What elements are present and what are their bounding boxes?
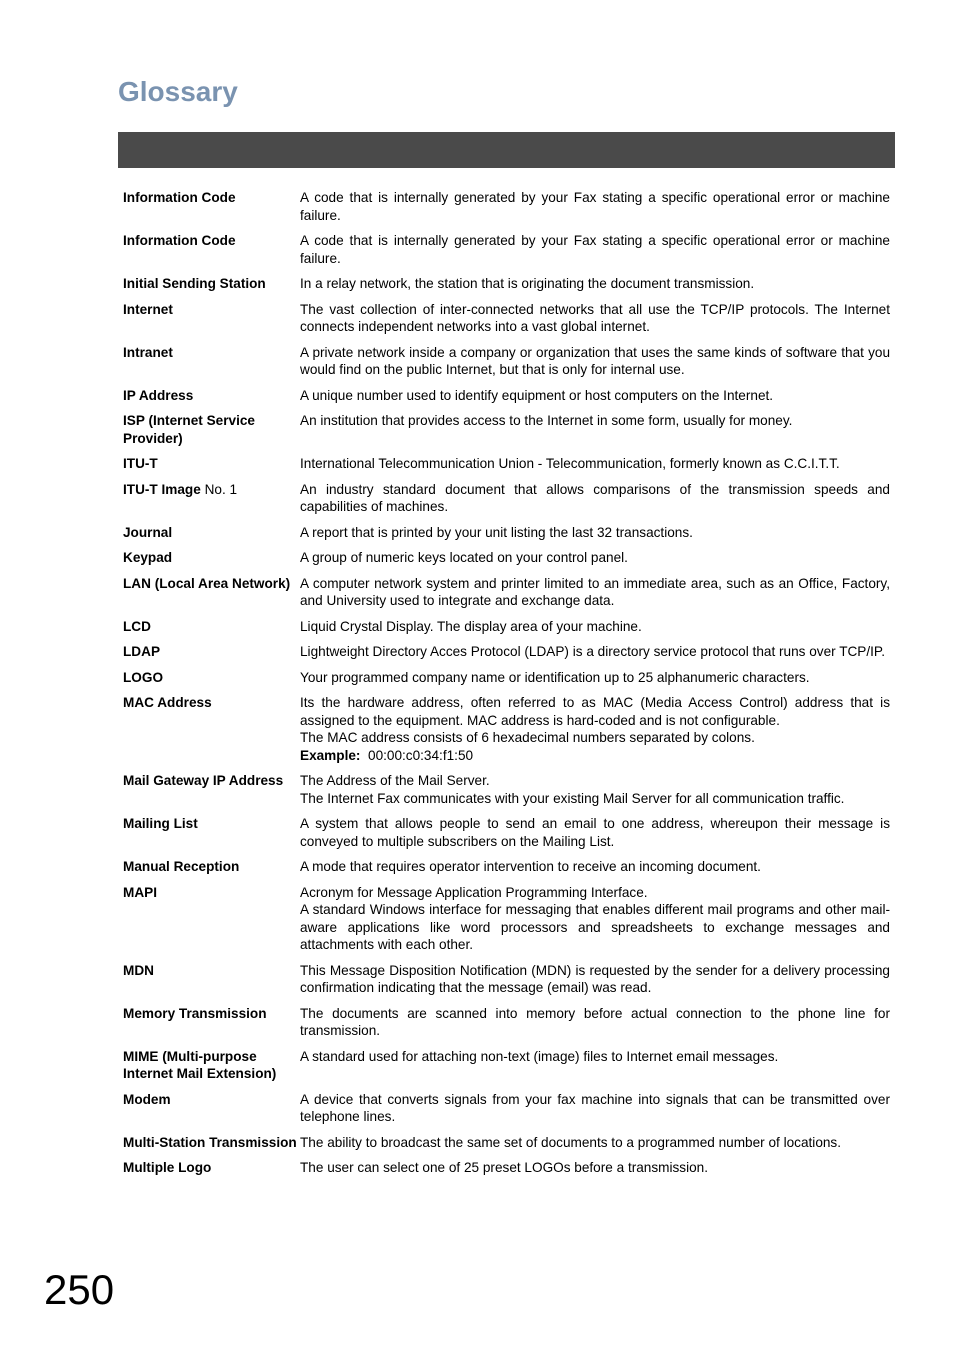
glossary-term <box>123 344 300 379</box>
glossary-term <box>123 1134 300 1152</box>
glossary-term-text: Journal <box>123 524 173 540</box>
glossary-entry <box>123 772 890 807</box>
glossary-definition <box>300 858 890 876</box>
glossary-term <box>123 618 300 636</box>
glossary-definition <box>300 884 890 954</box>
glossary-term <box>123 815 300 850</box>
glossary-term <box>123 301 300 336</box>
glossary-term-text: LCD <box>123 618 151 634</box>
glossary-term-text: MAC Address <box>123 695 212 710</box>
glossary-entry <box>123 1005 890 1040</box>
glossary-term <box>123 962 300 997</box>
glossary-term-text: MAPI <box>123 884 157 900</box>
glossary-term-text: MIME (Multi-purpose Internet Mail Extension) <box>123 1048 277 1081</box>
glossary-definition <box>300 344 890 379</box>
glossary-term-text: Initial Sending Station <box>123 276 266 291</box>
definition-line: A private network inside a company or organization that uses the same kinds of software that you would find on the public Internet, but that is only for internal use. <box>300 344 890 377</box>
definition-line: A group of numeric keys located on your control panel. <box>300 550 628 565</box>
glossary-definition <box>300 301 890 336</box>
glossary-term-text: LOGO <box>123 669 164 685</box>
glossary-term-text: ISP (Internet Service Provider) <box>123 413 255 446</box>
glossary-definition <box>300 1091 890 1126</box>
glossary-entry <box>123 962 890 997</box>
definition-line: A code that is internally generated by your Fax stating a specific operational error or machine failure. <box>300 190 890 223</box>
glossary-term-text: Information Code <box>123 233 236 248</box>
glossary-term <box>123 643 300 661</box>
example-label: Example: <box>300 747 361 763</box>
glossary-definition <box>300 643 890 661</box>
glossary-definition <box>300 772 890 807</box>
glossary-definition <box>300 618 890 636</box>
definition-line: A mode that requires operator intervention to receive an incoming document. <box>300 859 761 874</box>
glossary-term <box>123 387 300 405</box>
page-number: 250 <box>44 1266 115 1313</box>
header-bar <box>118 132 895 168</box>
example-value: 00:00:c0:34:f1:50 <box>360 747 474 763</box>
glossary-term <box>123 1005 300 1040</box>
glossary-entry <box>123 1159 890 1177</box>
glossary-term-text: Memory Transmission <box>123 1005 267 1021</box>
glossary-term <box>123 232 300 267</box>
glossary-term-text: Modem <box>123 1091 171 1107</box>
glossary-definition <box>300 275 890 293</box>
glossary-term <box>123 858 300 876</box>
definition-line: This Message Disposition Notification (MDN) is requested by the sender for a delivery processing confirmation indicating that the message (email) was read. <box>300 962 890 995</box>
glossary-term-text: LDAP <box>123 644 161 659</box>
glossary-term-text: Mailing List <box>123 816 198 831</box>
glossary-term <box>123 412 300 447</box>
glossary-entry <box>123 481 890 516</box>
glossary-entry <box>123 643 890 661</box>
glossary-entry <box>123 669 890 687</box>
glossary-definition <box>300 815 890 850</box>
definition-line: A report that is printed by your unit listing the last 32 transactions. <box>300 524 693 540</box>
glossary-entry <box>123 275 890 293</box>
glossary-term-text: ITU-T <box>123 456 158 471</box>
definition-line: A computer network system and printer limited to an immediate area, such as an Office, Factory, and University used to integrate and exchange data. <box>300 575 890 608</box>
glossary-definition <box>300 1159 890 1177</box>
glossary-entry <box>123 694 890 764</box>
definition-line: In a relay network, the station that is originating the document transmission. <box>300 276 755 291</box>
definition-line: Your programmed company name or identification up to 25 alphanumeric characters. <box>300 669 810 685</box>
glossary-term <box>123 694 300 764</box>
definition-line: The MAC address consists of 6 hexadecimal numbers separated by colons. <box>300 730 755 745</box>
glossary-term-text: Information Code <box>123 190 236 205</box>
definition-line: A code that is internally generated by your Fax stating a specific operational error or machine failure. <box>300 233 890 266</box>
glossary-definition <box>300 1005 890 1040</box>
glossary-term-text: MDN <box>123 962 154 978</box>
glossary-term <box>123 669 300 687</box>
glossary-term <box>123 481 300 516</box>
definition-line: The Address of the Mail Server. <box>300 773 490 788</box>
glossary-term-text: Manual Reception <box>123 859 240 874</box>
glossary-entry <box>123 549 890 567</box>
glossary-entry <box>123 575 890 610</box>
definition-line: A system that allows people to send an email to one address, whereupon their message is conveyed to multiple subscribers on the Mailing List. <box>300 816 890 849</box>
glossary-entry <box>123 858 890 876</box>
glossary-term-text: IP Address <box>123 387 194 403</box>
glossary-term <box>123 1048 300 1083</box>
glossary-definition <box>300 549 890 567</box>
glossary-term <box>123 1091 300 1126</box>
glossary-term <box>123 455 300 473</box>
glossary-entry <box>123 412 890 447</box>
glossary-definition <box>300 1048 890 1083</box>
definition-line: Its the hardware address, often referred to as MAC (Media Access Control) address that is assigned to the equipment. MAC address is hard-coded and is not configurable. <box>300 695 890 728</box>
glossary-term <box>123 772 300 807</box>
glossary-list <box>123 189 890 1185</box>
glossary-term-text: Mail Gateway IP Address <box>123 773 284 788</box>
definition-line: The vast collection of inter-connected networks that all use the TCP/IP protocols. The Internet connects independent networks into a vast global internet. <box>300 301 890 334</box>
glossary-entry <box>123 815 890 850</box>
glossary-term-text: Intranet <box>123 344 173 360</box>
glossary-term <box>123 575 300 610</box>
glossary-definition <box>300 481 890 516</box>
glossary-definition <box>300 962 890 997</box>
glossary-term-text: LAN (Local Area Network) <box>123 575 291 591</box>
glossary-entry <box>123 232 890 267</box>
glossary-term-text: Multiple Logo <box>123 1160 212 1175</box>
definition-line: An industry standard document that allows comparisons of the transmission speeds and capabilities of machines. <box>300 481 890 514</box>
definition-line: The user can select one of 25 preset LOGOs before a transmission. <box>300 1160 709 1175</box>
glossary-entry <box>123 455 890 473</box>
glossary-definition <box>300 1134 890 1152</box>
glossary-entry <box>123 1091 890 1126</box>
definition-line: The Internet Fax communicates with your existing Mail Server for all communication traffic. <box>300 790 845 806</box>
glossary-entry <box>123 1134 890 1152</box>
glossary-definition <box>300 387 890 405</box>
glossary-term <box>123 1159 300 1177</box>
glossary-term-text: ITU-T Image <box>123 481 201 497</box>
glossary-definition <box>300 694 890 764</box>
glossary-definition <box>300 575 890 610</box>
definition-line: Acronym for Message Application Programming Interface. <box>300 884 648 900</box>
glossary-entry <box>123 387 890 405</box>
definition-line: International Telecommunication Union - Telecommunication, formerly known as C.C.I.T.T. <box>300 456 840 471</box>
glossary-term-text: Keypad <box>123 550 173 565</box>
definition-line: Liquid Crystal Display. The display area of your machine. <box>300 618 642 634</box>
definition-line: A standard Windows interface for messaging that enables different mail programs and other mail-aware applications like word processors and spreadsheets to exchange messages and attachments with each other. <box>300 902 890 952</box>
glossary-entry <box>123 189 890 224</box>
definition-line: The ability to broadcast the same set of documents to a programmed number of locations. <box>300 1134 842 1150</box>
glossary-definition <box>300 232 890 267</box>
glossary-definition <box>300 524 890 542</box>
glossary-entry <box>123 618 890 636</box>
glossary-term-suffix: No. 1 <box>200 481 238 497</box>
glossary-definition <box>300 189 890 224</box>
glossary-term-text: Internet <box>123 301 173 317</box>
glossary-term <box>123 275 300 293</box>
glossary-term <box>123 189 300 224</box>
definition-line: A device that converts signals from your fax machine into signals that can be transmitted over telephone lines. <box>300 1091 890 1124</box>
glossary-definition <box>300 455 890 473</box>
glossary-term-text: Multi-Station Transmission <box>123 1134 297 1150</box>
glossary-entry <box>123 524 890 542</box>
glossary-term <box>123 549 300 567</box>
glossary-entry <box>123 884 890 954</box>
page-title: Glossary <box>118 76 238 107</box>
definition-example <box>300 747 890 765</box>
definition-line: A standard used for attaching non-text (image) files to Internet email messages. <box>300 1048 779 1064</box>
glossary-term <box>123 884 300 954</box>
glossary-entry <box>123 1048 890 1083</box>
definition-line: A unique number used to identify equipment or host computers on the Internet. <box>300 387 774 403</box>
definition-line: The documents are scanned into memory before actual connection to the phone line for transmission. <box>300 1005 890 1038</box>
glossary-entry <box>123 301 890 336</box>
glossary-definition <box>300 669 890 687</box>
definition-line: An institution that provides access to the Internet in some form, usually for money. <box>300 413 793 428</box>
glossary-term <box>123 524 300 542</box>
definition-line: Lightweight Directory Acces Protocol (LDAP) is a directory service protocol that runs over TCP/IP. <box>300 644 886 659</box>
glossary-entry <box>123 344 890 379</box>
glossary-definition <box>300 412 890 447</box>
